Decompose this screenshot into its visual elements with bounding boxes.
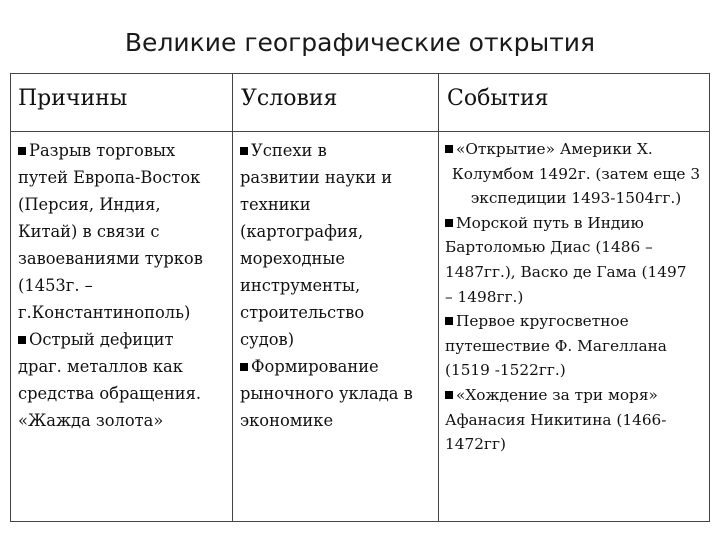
conditions-item-line: развитии науки и [240,168,393,187]
events-item [445,137,707,211]
discoveries-table [10,73,710,522]
square-bullet-icon [18,336,26,344]
causes-item-line: (1453г. – [18,276,93,295]
events-item-line: экспедиции 1493-1504гг.) [470,189,682,208]
causes-item [18,137,230,326]
table-header-row [11,74,710,132]
events-item-line: – 1498гг.) [445,287,524,306]
events-item-line: «Открытие» Америки Х. [445,137,707,162]
causes-item [18,326,230,434]
header-conditions: Условия [233,74,439,132]
table-body-row [11,132,710,522]
events-item-line: (1519 -1522гг.) [445,361,566,380]
conditions-item-line: инструменты, [240,276,361,295]
causes-item-line: Острый дефицит [18,326,230,353]
square-bullet-icon [445,317,453,325]
causes-cell [11,132,233,522]
conditions-cell [233,132,439,522]
square-bullet-icon [445,219,453,227]
slide-title: Великие географические открытия [124,28,596,57]
conditions-item-line: экономике [240,411,334,430]
square-bullet-icon [445,145,453,153]
square-bullet-icon [445,391,453,399]
header-causes: Причины [11,74,233,132]
square-bullet-icon [240,363,248,371]
causes-item-line: путей Европа-Восток [18,168,201,187]
events-item [445,309,707,383]
causes-item-line: завоеваниями турков [18,249,203,268]
conditions-item-line: Успехи в [240,137,436,164]
events-item [445,211,707,309]
events-item-line: Первое кругосветное [445,309,707,334]
events-item-line: Афанасия Никитина (1466- [445,410,667,429]
events-item-line: путешествие Ф. Магеллана [445,336,667,355]
conditions-item-line: мореходные [240,249,345,268]
conditions-item [240,137,436,353]
conditions-item-line: Формирование [240,353,436,380]
causes-item-line: драг. металлов как [18,357,183,376]
events-item-line: Бартоломью Диас (1486 – [445,238,653,257]
causes-item-line: Разрыв торговых [18,137,230,164]
causes-item-line: г.Константинополь) [18,303,191,322]
conditions-item-line: строительство [240,303,365,322]
events-item-line: 1472гг) [445,435,506,454]
causes-item-line: средства обращения. [18,384,202,403]
square-bullet-icon [18,147,26,155]
conditions-item-line: рыночного уклада в [240,384,413,403]
causes-item-line: «Жажда золота» [18,411,164,430]
events-item [445,383,707,457]
causes-item-line: (Персия, Индия, [18,195,161,214]
events-cell [439,132,710,522]
square-bullet-icon [240,147,248,155]
conditions-item [240,353,436,434]
causes-item-line: Китай) в связи с [18,222,160,241]
header-events: События [439,74,710,132]
events-item-line: Морской путь в Индию [445,211,707,236]
conditions-item-line: судов) [240,330,295,349]
events-item-line: «Хождение за три моря» [445,383,707,408]
events-item-line: Колумбом 1492г. (затем еще 3 [451,164,701,183]
events-item-line: 1487гг.), Васко де Гама (1497 [445,262,687,281]
conditions-item-line: (картография, [240,222,364,241]
conditions-item-line: техники [240,195,311,214]
